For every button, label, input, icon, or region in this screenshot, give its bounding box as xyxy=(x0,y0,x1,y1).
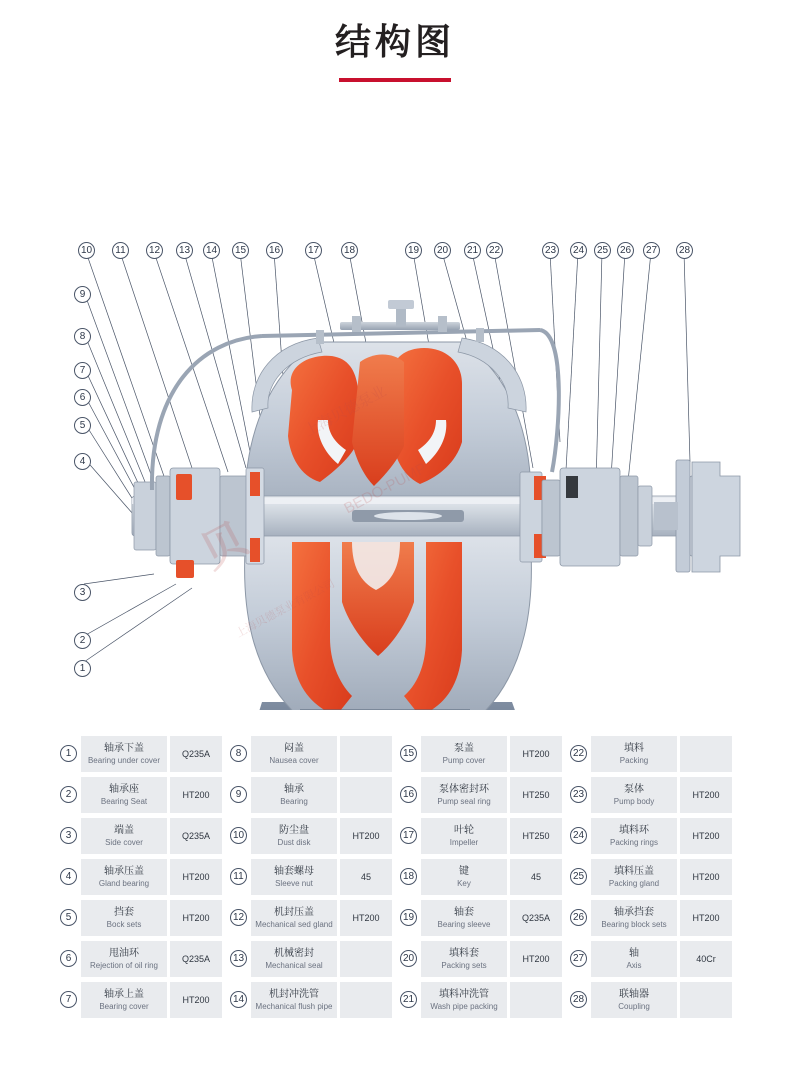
legend-column-3 xyxy=(400,736,562,1023)
legend-number: 19 xyxy=(400,909,417,926)
legend-item xyxy=(60,818,222,854)
callout-6: 6 xyxy=(74,389,91,406)
legend-label xyxy=(251,941,337,977)
legend-item xyxy=(400,982,562,1018)
legend-number: 22 xyxy=(570,745,587,762)
legend-number: 10 xyxy=(230,827,247,844)
legend-label-cn: 轴套螺母 xyxy=(274,865,314,877)
legend-material xyxy=(510,982,562,1018)
legend-label-cn: 机封压盖 xyxy=(274,906,314,918)
legend-material: HT200 xyxy=(680,818,732,854)
legend-number: 8 xyxy=(230,745,247,762)
legend-label-cn: 轴套 xyxy=(454,906,474,918)
legend-number: 13 xyxy=(230,950,247,967)
legend-label-en: Sleeve nut xyxy=(275,878,313,888)
legend-label xyxy=(591,900,677,936)
callout-28: 28 xyxy=(676,242,693,259)
legend-number: 18 xyxy=(400,868,417,885)
legend-label xyxy=(81,818,167,854)
legend-label xyxy=(421,982,507,1018)
legend-material: HT200 xyxy=(680,859,732,895)
legend-label-cn: 填料环 xyxy=(619,824,649,836)
legend-material: HT200 xyxy=(510,736,562,772)
legend-item xyxy=(60,982,222,1018)
legend-label-cn: 填料套 xyxy=(449,947,479,959)
legend-item xyxy=(230,900,392,936)
legend-item xyxy=(570,982,732,1018)
legend-item xyxy=(570,900,732,936)
legend-label-cn: 轴 xyxy=(629,947,639,959)
legend-label xyxy=(421,736,507,772)
callout-19: 19 xyxy=(405,242,422,259)
legend-label-en: Packing gland xyxy=(608,878,660,888)
legend-material: HT200 xyxy=(170,982,222,1018)
legend-label-cn: 填料压盖 xyxy=(614,865,654,877)
legend-label-cn: 机械密封 xyxy=(274,947,314,959)
legend-item xyxy=(400,777,562,813)
legend-material xyxy=(680,982,732,1018)
callout-24: 24 xyxy=(570,242,587,259)
legend-label-en: Bearing sleeve xyxy=(437,919,491,929)
legend-label-en: Bearing block sets xyxy=(601,919,667,929)
legend-label-en: Axis xyxy=(626,960,642,970)
legend-label xyxy=(591,982,677,1018)
legend-label xyxy=(421,818,507,854)
legend-label xyxy=(591,859,677,895)
legend-material: Q235A xyxy=(510,900,562,936)
legend-number: 17 xyxy=(400,827,417,844)
legend-label-en: Bearing under cover xyxy=(87,755,161,765)
legend-item xyxy=(570,859,732,895)
legend-label-en: Wash pipe packing xyxy=(430,1001,498,1011)
legend-label-cn: 机封冲洗管 xyxy=(269,988,319,1000)
legend-item xyxy=(230,982,392,1018)
legend-label-cn: 泵体密封环 xyxy=(439,783,489,795)
legend-label-en: Packing rings xyxy=(609,837,659,847)
legend-number: 21 xyxy=(400,991,417,1008)
legend-label-cn: 填料 xyxy=(624,742,644,754)
callout-27: 27 xyxy=(643,242,660,259)
legend-item xyxy=(230,818,392,854)
legend-material: HT200 xyxy=(340,818,392,854)
legend-item xyxy=(570,941,732,977)
legend-label-en: Pump body xyxy=(613,796,655,806)
legend-label xyxy=(81,982,167,1018)
legend-item xyxy=(400,900,562,936)
legend-label-en: Bearing cover xyxy=(99,1001,149,1011)
legend-number: 1 xyxy=(60,745,77,762)
legend-item xyxy=(230,941,392,977)
callout-15: 15 xyxy=(232,242,249,259)
legend-number: 27 xyxy=(570,950,587,967)
legend-number: 26 xyxy=(570,909,587,926)
legend-label-cn: 轴承上盖 xyxy=(104,988,144,1000)
legend-material xyxy=(680,736,732,772)
callout-2: 2 xyxy=(74,632,91,649)
legend-item xyxy=(60,941,222,977)
legend-number: 15 xyxy=(400,745,417,762)
legend-label-en: Key xyxy=(457,878,471,888)
legend-number: 28 xyxy=(570,991,587,1008)
legend-material: Q235A xyxy=(170,941,222,977)
callout-13: 13 xyxy=(176,242,193,259)
legend-label-cn: 轴承下盖 xyxy=(104,742,144,754)
callout-9: 9 xyxy=(74,286,91,303)
legend-label-en: Packing xyxy=(619,755,649,765)
callout-10: 10 xyxy=(78,242,95,259)
legend-number: 9 xyxy=(230,786,247,803)
legend-material: HT200 xyxy=(340,900,392,936)
legend-label xyxy=(421,859,507,895)
legend-label-cn: 泵体 xyxy=(624,783,644,795)
legend-label-en: Bearing xyxy=(280,796,308,806)
legend-label xyxy=(81,859,167,895)
legend-material: Q235A xyxy=(170,736,222,772)
legend-item xyxy=(60,859,222,895)
legend-label-cn: 轴承座 xyxy=(109,783,139,795)
legend-number: 11 xyxy=(230,868,247,885)
callout-16: 16 xyxy=(266,242,283,259)
legend-number: 23 xyxy=(570,786,587,803)
legend-label-en: Dust disk xyxy=(277,837,311,847)
legend-material: HT200 xyxy=(680,777,732,813)
legend-material: 40Cr xyxy=(680,941,732,977)
legend-label-en: Bearing Seat xyxy=(100,796,148,806)
callout-8: 8 xyxy=(74,328,91,345)
legend-label-en: Coupling xyxy=(618,1001,650,1011)
legend-material: HT200 xyxy=(510,941,562,977)
legend-number: 6 xyxy=(60,950,77,967)
legend-label xyxy=(251,736,337,772)
legend-label-en: Gland bearing xyxy=(98,878,150,888)
callout-5: 5 xyxy=(74,417,91,434)
legend-label-en: Pump seal ring xyxy=(437,796,491,806)
legend-label-en: Mechanical flush pipe xyxy=(255,1001,333,1011)
legend-material: HT200 xyxy=(170,900,222,936)
legend-material: HT200 xyxy=(170,859,222,895)
legend-number: 7 xyxy=(60,991,77,1008)
legend-label-cn: 联轴器 xyxy=(619,988,649,1000)
legend-item xyxy=(570,736,732,772)
callout-21: 21 xyxy=(464,242,481,259)
legend-label-cn: 键 xyxy=(459,865,469,877)
legend-material xyxy=(340,982,392,1018)
legend-material: 45 xyxy=(510,859,562,895)
legend-label-en: Nausea cover xyxy=(269,755,319,765)
legend-item xyxy=(400,941,562,977)
callout-23: 23 xyxy=(542,242,559,259)
legend-item xyxy=(570,777,732,813)
legend-label-en: Packing sets xyxy=(441,960,487,970)
legend-label-cn: 挡套 xyxy=(114,906,134,918)
legend-label xyxy=(421,900,507,936)
callout-4: 4 xyxy=(74,453,91,470)
legend-number: 12 xyxy=(230,909,247,926)
legend-item xyxy=(60,900,222,936)
legend-label-cn: 闷盖 xyxy=(284,742,304,754)
title-underline-rule xyxy=(339,78,451,82)
callout-25: 25 xyxy=(594,242,611,259)
callout-17: 17 xyxy=(305,242,322,259)
legend-material: HT200 xyxy=(680,900,732,936)
legend-item xyxy=(570,818,732,854)
legend-label xyxy=(81,941,167,977)
callout-20: 20 xyxy=(434,242,451,259)
callout-26: 26 xyxy=(617,242,634,259)
legend-column-1 xyxy=(60,736,222,1023)
legend-number: 25 xyxy=(570,868,587,885)
legend-material: Q235A xyxy=(170,818,222,854)
legend-label xyxy=(81,900,167,936)
legend-label xyxy=(591,777,677,813)
legend-label-cn: 叶轮 xyxy=(454,824,474,836)
legend-label xyxy=(251,900,337,936)
legend-label-en: Impeller xyxy=(449,837,479,847)
legend-label-cn: 泵盖 xyxy=(454,742,474,754)
legend-material xyxy=(340,736,392,772)
legend-label xyxy=(251,859,337,895)
legend-item xyxy=(400,859,562,895)
legend-item xyxy=(400,736,562,772)
legend-number: 16 xyxy=(400,786,417,803)
legend-number: 20 xyxy=(400,950,417,967)
callout-3: 3 xyxy=(74,584,91,601)
legend-column-2 xyxy=(230,736,392,1023)
legend-material: HT200 xyxy=(170,777,222,813)
pump-cutaway-illustration xyxy=(0,90,790,710)
legend-material xyxy=(340,941,392,977)
legend-label-cn: 防尘盘 xyxy=(279,824,309,836)
legend-material xyxy=(340,777,392,813)
legend-label-en: Pump cover xyxy=(442,755,486,765)
legend-material: 45 xyxy=(340,859,392,895)
legend-label-cn: 轴承压盖 xyxy=(104,865,144,877)
legend-label-en: Mechanical seal xyxy=(265,960,323,970)
legend-label xyxy=(591,736,677,772)
legend-label-cn: 填料冲洗管 xyxy=(439,988,489,1000)
legend-number: 2 xyxy=(60,786,77,803)
legend-label-cn: 甩油环 xyxy=(109,947,139,959)
legend-label xyxy=(251,818,337,854)
legend-number: 3 xyxy=(60,827,77,844)
parts-legend xyxy=(60,736,732,1023)
legend-item xyxy=(60,736,222,772)
callout-18: 18 xyxy=(341,242,358,259)
legend-material: HT250 xyxy=(510,818,562,854)
legend-item xyxy=(230,736,392,772)
legend-label-en: Bock sets xyxy=(106,919,142,929)
legend-item xyxy=(400,818,562,854)
legend-column-4 xyxy=(570,736,732,1023)
legend-label-cn: 轴承挡套 xyxy=(614,906,654,918)
legend-label xyxy=(251,982,337,1018)
legend-label xyxy=(251,777,337,813)
callout-11: 11 xyxy=(112,242,129,259)
legend-number: 14 xyxy=(230,991,247,1008)
page-title: 结构图 xyxy=(334,21,455,62)
legend-number: 4 xyxy=(60,868,77,885)
legend-label xyxy=(421,777,507,813)
callout-14: 14 xyxy=(203,242,220,259)
callout-7: 7 xyxy=(74,362,91,379)
legend-label xyxy=(81,777,167,813)
pump-structure-diagram xyxy=(0,90,790,710)
legend-item xyxy=(230,859,392,895)
legend-label xyxy=(591,941,677,977)
legend-label xyxy=(591,818,677,854)
callout-12: 12 xyxy=(146,242,163,259)
callout-22: 22 xyxy=(486,242,503,259)
legend-label xyxy=(421,941,507,977)
legend-number: 5 xyxy=(60,909,77,926)
legend-label-cn: 端盖 xyxy=(114,824,134,836)
legend-label-en: Rejection of oil ring xyxy=(89,960,159,970)
legend-label-en: Side cover xyxy=(105,837,143,847)
legend-label-en: Mechanical sed gland xyxy=(255,919,333,929)
legend-item xyxy=(60,777,222,813)
legend-label-cn: 轴承 xyxy=(284,783,304,795)
legend-item xyxy=(230,777,392,813)
page-header xyxy=(0,0,790,82)
legend-label xyxy=(81,736,167,772)
legend-material: HT250 xyxy=(510,777,562,813)
callout-1: 1 xyxy=(74,660,91,677)
legend-number: 24 xyxy=(570,827,587,844)
